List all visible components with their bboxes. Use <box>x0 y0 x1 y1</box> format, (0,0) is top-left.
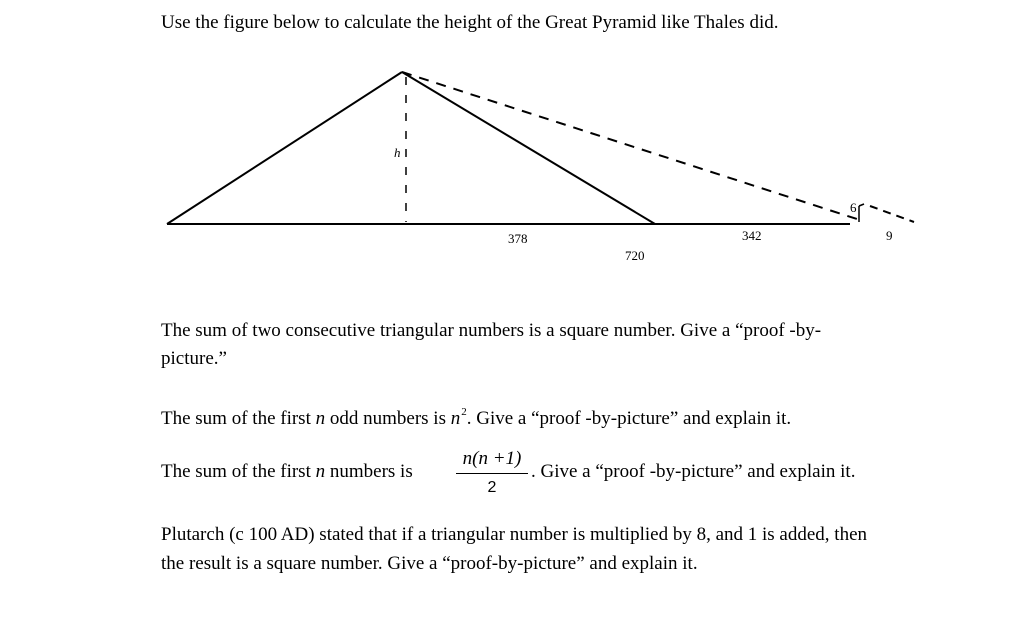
sun-ray-line <box>402 72 860 220</box>
p3-text-mid: numbers is <box>325 461 413 482</box>
p3-variable-n: n <box>315 461 326 482</box>
pyramid-right-side <box>402 72 655 224</box>
p3-text-after: . Give a “proof -by-picture” and explain it. <box>531 461 856 482</box>
problem-1-line-2: picture.” <box>161 348 227 369</box>
p3-text-before: The sum of the first <box>161 461 316 482</box>
label-6: 6 <box>850 200 857 215</box>
label-378: 378 <box>508 231 528 246</box>
label-720: 720 <box>625 248 645 263</box>
p3-fraction-denominator: 2 <box>487 479 497 496</box>
p2-text-mid: odd numbers is <box>325 408 451 429</box>
p3-fraction <box>456 448 528 499</box>
problem-4-line-1: Plutarch (c 100 AD) stated that if a triangular number is multiplied by 8, and 1 is added, then <box>161 524 868 545</box>
p2-power-base: n <box>450 408 461 429</box>
intro-question: Use the figure below to calculate the height of the Great Pyramid like Thales did. <box>161 12 779 33</box>
p2-variable-n: n <box>315 408 326 429</box>
problem-4-line-2: the result is a square number. Give a “proof-by-picture” and explain it. <box>161 553 698 574</box>
p3-fraction-bar <box>456 473 528 474</box>
pyramid-left-side <box>167 72 402 224</box>
stick-ray-line <box>870 206 914 222</box>
p2-text-before: The sum of the first <box>161 408 316 429</box>
thales-pyramid-figure <box>0 0 1024 300</box>
stick-top <box>859 204 864 206</box>
problem-3 <box>161 459 413 485</box>
label-342: 342 <box>742 228 762 243</box>
p2-power-exponent: 2 <box>461 406 467 418</box>
label-9: 9 <box>886 228 893 243</box>
h-label: h <box>394 145 401 160</box>
problem-1-line-1: The sum of two consecutive triangular numbers is a square number. Give a “proof -by- <box>161 320 822 341</box>
p3-fraction-numerator: n(n +1) <box>462 448 522 469</box>
p2-text-after: . Give a “proof -by-picture” and explain it. <box>466 408 792 429</box>
problem-2 <box>161 399 791 432</box>
